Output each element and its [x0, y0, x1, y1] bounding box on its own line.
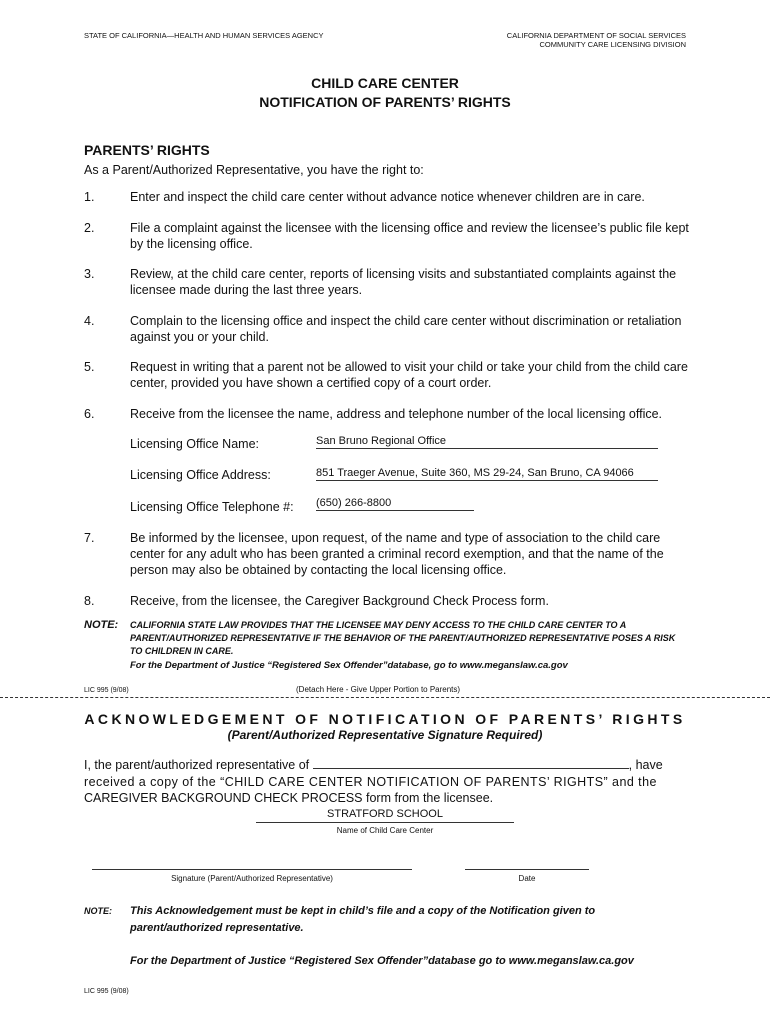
licensing-office-name-label: Licensing Office Name: — [130, 437, 259, 451]
date-caption: Date — [518, 874, 536, 883]
item-text: Complain to the licensing office and inspect the child care center without discrimination or retaliation against you or your child. — [130, 314, 682, 344]
rights-intro: As a Parent/Authorized Representative, you have the right to: — [84, 163, 424, 177]
agency-header: STATE OF CALIFORNIA—HEALTH AND HUMAN SERVICES AGENCY — [84, 31, 324, 40]
department-header — [507, 31, 686, 49]
detach-instruction: (Detach Here - Give Upper Portion to Parents) — [296, 685, 461, 694]
division-name: COMMUNITY CARE LICENSING DIVISION — [539, 40, 686, 49]
child-care-center-name-caption: Name of Child Care Center — [336, 826, 434, 835]
child-name-field[interactable] — [313, 757, 629, 769]
form-id-bottom: LIC 995 (9/08) — [84, 988, 129, 995]
note-label: NOTE: — [84, 619, 119, 631]
form-title-line2: NOTIFICATION OF PARENTS’ RIGHTS — [259, 94, 511, 110]
item-number: 6. — [84, 407, 95, 421]
item-text: Be informed by the licensee, upon request, of the name and type of association to the child care center for any adult who has been granted a criminal record exemption, and that the name of the person may also be obtained by contacting the local licensing office. — [130, 531, 664, 577]
acknowledgement-note-label: NOTE: — [84, 906, 112, 916]
detach-line — [0, 697, 770, 698]
acknowledgement-statement-line2: received a copy of the “CHILD CARE CENTER NOTIFICATION OF PARENTS’ RIGHTS” and the — [84, 775, 657, 789]
licensing-office-phone-label: Licensing Office Telephone #: — [130, 500, 294, 514]
section-heading: PARENTS’ RIGHTS — [84, 142, 210, 158]
item-number: 7. — [84, 531, 95, 545]
acknowledgement-doj-note: For the Department of Justice “Registered Sex Offender”database go to www.meganslaw.ca.gov — [130, 955, 634, 967]
item-text: File a complaint against the licensee with the licensing office and review the licensee’s public file kept by the licensing office. — [130, 221, 689, 251]
statement-end: , have — [628, 758, 663, 772]
acknowledgement-note-text: This Acknowledgement must be kept in child’s file and a copy of the Notification given to parent/authorized representative. — [130, 905, 596, 934]
licensing-office-name-field[interactable]: San Bruno Regional Office — [316, 435, 658, 449]
signature-field[interactable] — [92, 869, 412, 870]
licensing-office-address-label: Licensing Office Address: — [130, 468, 271, 482]
note-text: CALIFORNIA STATE LAW PROVIDES THAT THE LICENSEE MAY DENY ACCESS TO THE CHILD CARE CENTER TO A PARENT/AUTHORIZED REPRESENTATIVE IF THE BEHAVIOR OF THE PARENT/AUTHORIZED REPRESENTATIVE POSES A RISK TO CHILDREN IN CARE. — [130, 620, 676, 656]
statement-start: I, the parent/authorized representative of — [84, 758, 310, 772]
item-text: Request in writing that a parent not be allowed to visit your child or take your child from the child care center, provided you have shown a certified copy of a court order. — [130, 360, 688, 390]
signature-caption: Signature (Parent/Authorized Representative) — [171, 874, 333, 883]
item-number: 4. — [84, 314, 95, 328]
item-text: Review, at the child care center, reports of licensing visits and substantiated complaints against the licensee made during the last three years. — [130, 267, 677, 297]
item-number: 8. — [84, 594, 95, 608]
child-care-center-name-field[interactable]: STRATFORD SCHOOL — [256, 808, 514, 823]
doj-database-note: For the Department of Justice “Registered Sex Offender”database, go to www.meganslaw.ca.gov — [130, 660, 568, 671]
item-text: Enter and inspect the child care center without advance notice whenever children are in care. — [130, 190, 645, 204]
form-id: LIC 995 (9/08) — [84, 687, 129, 694]
acknowledgement-statement-line3: CAREGIVER BACKGROUND CHECK PROCESS form from the licensee. — [84, 791, 494, 805]
item-number: 3. — [84, 267, 95, 281]
acknowledgement-title: ACKNOWLEDGEMENT OF NOTIFICATION OF PARENTS’ RIGHTS — [84, 711, 686, 727]
acknowledgement-subtitle: (Parent/Authorized Representative Signature Required) — [227, 728, 543, 742]
date-field[interactable] — [465, 869, 589, 870]
licensing-office-phone-field[interactable]: (650) 266-8800 — [316, 497, 474, 511]
licensing-office-address-field[interactable]: 851 Traeger Avenue, Suite 360, MS 29-24, San Bruno, CA 94066 — [316, 467, 658, 481]
item-text: Receive from the licensee the name, address and telephone number of the local licensing office. — [130, 407, 663, 421]
form-title-line1: CHILD CARE CENTER — [311, 75, 459, 91]
item-text: Receive, from the licensee, the Caregiver Background Check Process form. — [130, 594, 549, 608]
department-name: CALIFORNIA DEPARTMENT OF SOCIAL SERVICES — [506, 31, 686, 40]
item-number: 1. — [84, 190, 95, 204]
item-number: 2. — [84, 221, 95, 235]
acknowledgement-statement-line1 — [84, 757, 688, 774]
item-number: 5. — [84, 360, 95, 374]
